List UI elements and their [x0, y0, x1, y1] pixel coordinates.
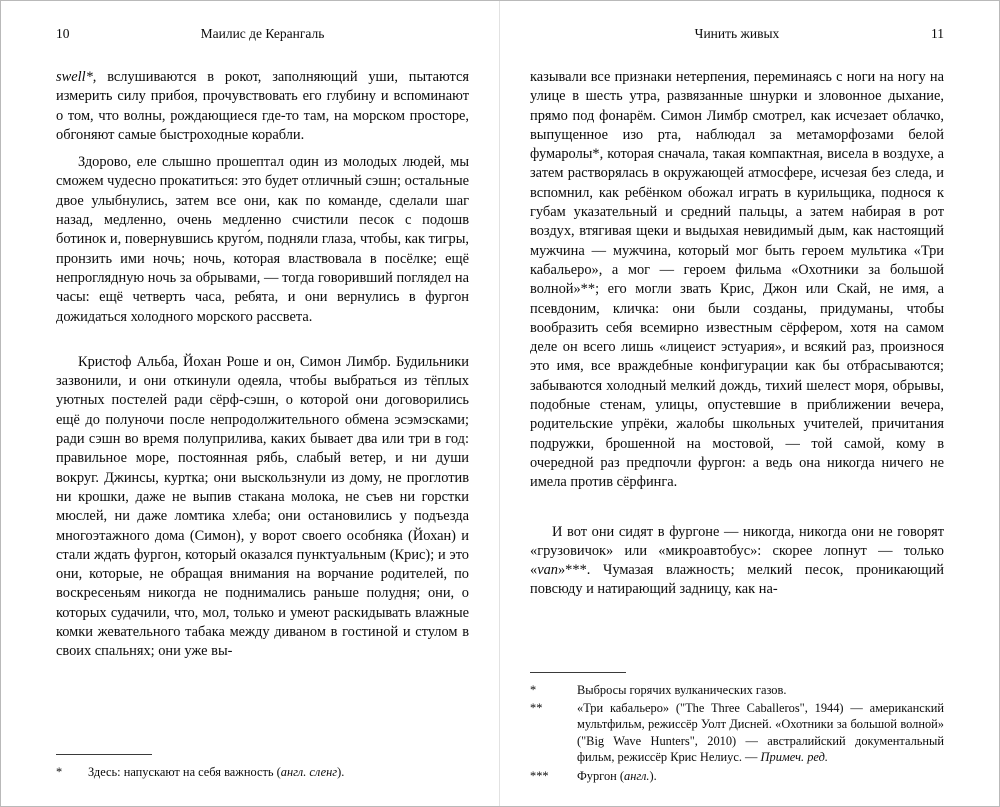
page-number-left: 10 — [56, 26, 70, 41]
page-header-right — [530, 25, 944, 43]
page-number-right: 11 — [931, 26, 944, 41]
page-header-left — [56, 25, 469, 43]
footnote — [530, 700, 944, 766]
footnote-text — [577, 682, 944, 698]
paragraph-text: »***. Чумазая влажность; мелкий песок, проникающий повсюду и натирающий задницу, как на- — [530, 562, 944, 598]
paragraph: казывали все признаки нетерпения, переминаясь с ноги на ногу на улице в шесть утра, развязанные шнурки и зловонное дыхание, прямо под фонарём. Симон Лимбр смотрел, как исчезает облачко, выпущенное изо рта, наблюдал за метаморфозами белой фумаролы*, которая сначала, такая компактная, висела в воздухе, а затем растворялась в окружающей атмосфере, исчезая без следа, и вспомнил, как ребёнком обожал играть в курильщика, поднося к губам указательный и средний пальцы, а затем набирая в рот воздух, втягивая щеки и выдыхая невидимый дым, как настоящий мужчина — мужчина, который мог быть героем мультика «Три кабальеро», а мог — героем фильма «Охотники за большой волной»**; его могли звать Крис, Джон или Скай, не имя, а псевдоним, кличка: они были созданы, придуманы, чтобы вообразить себя всемирно известным сёрфером, хотя на самом деле он всего лишь «лицеист эстуария», и всякий раз, произнося это имя, все враждебные конфигурации как бы отбрасываются; забываются холодный мелкий дождь, тихий шелест моря, обрывы, подобные стенам, улицы, опустевшие в приближении вечера, родительские упрёки, жалобы школьных учителей, причитания подружки, брошенной на мостовой, — той самой, кому в очередной раз предпочли фургон: а ведь она никогда ничего не имела против сёрфинга. — [530, 69, 944, 491]
footnote-text-italic: Примеч. ред. — [760, 750, 828, 765]
running-header-left: Маилис де Керангаль — [200, 26, 325, 41]
footnote-text-pre: Здесь: напускают на себя важность ( — [88, 764, 281, 779]
paragraph — [56, 68, 469, 145]
footnote-marker: * — [530, 682, 537, 697]
footnote-text-italic: англ. сленг — [280, 764, 338, 779]
footnote-text-pre: Выбросы горячих вулканических газов. — [577, 682, 787, 697]
footnote-marker: * — [56, 764, 63, 779]
footnote-marker: *** — [530, 768, 549, 783]
paragraph-text: И вот они сидят в фургоне — никогда, никогда они не говорят «грузовичок» или «микроавтобус»: скорее лопнут — только « — [530, 523, 944, 579]
footnote-text — [88, 764, 469, 780]
paragraph: Кристоф Альба, Йохан Роше и он, Симон Лимбр. Будильники зазвонили, и они откинули одеяла, чтобы выбраться из тёплых уютных постелей ради сёрф-сэшн, о которой они договорились ещё до полуночи после непродолжительного обмена эсэмэсками; ради сэшн во время полуприлива, каких бывает два или три в год: правильное море, постоянная рябь, слабый ветер, и ни души вокруг. Джинсы, куртка; они выскользнули из дому, не проглотив ни крошки, даже не выпив стакана молока, не съев ни горстки мюслей, ни даже ломтика хлеба; они остановились у подъезда многоэтажного дома (Симон), у ворот своего особняка (Йохан) и стали ждать фургон, который оказался пунктуальным (Крис); и это они, которые, не обращая внимания на ворчание родителей, по воскресеньям никогда не поднимались раньше полудня; они, о которых судачили, что, мол, только и умеют раскидывать влажные комки жевательного табака между диваном в гостиной и стулом в своих спальнях; они уже вы- — [56, 353, 469, 660]
paragraph: Здорово, еле слышно прошептал один из молодых людей, мы сможем чудесно прокатиться: это будет отличный сэшн; остальные двое улыбнулись, затем все они, как по команде, сделали шаг назад, медленно, очень медленно счистили песок с подошв ботинок и, повернувшись круго́м, подняли глаза, чтобы, как тигры, пронзить ими ночь; ночь, которая властвовала в посёлке; ещё непроглядную ночь за обрывами, — тогда говоривший поглядел на часы: ещё четверть часа, ребята, и они вернулись в фургон дожидаться холодного морского рассвета. — [56, 154, 469, 325]
paragraph — [530, 523, 944, 600]
page-left — [1, 1, 500, 806]
page-body-right — [530, 68, 944, 672]
running-header-right: Чинить живых — [694, 26, 780, 41]
page-right — [500, 1, 999, 806]
footnote-block-left — [56, 754, 469, 780]
footnote-text-post: ). — [649, 768, 657, 783]
footnote-text-post: ). — [337, 764, 345, 779]
footnote-text-italic: англ. — [624, 768, 650, 783]
footnote-separator — [530, 672, 626, 673]
footnote — [530, 768, 944, 784]
footnote-text — [577, 700, 944, 766]
footnote-marker: ** — [530, 700, 543, 715]
italic-term: van — [537, 562, 558, 579]
paragraph-text: вслушиваются в рокот, заполняющий уши, пытаются измерить силу прибоя, прочувствовать его глубину и вспоминают о том, что волны, рождающиеся где-то там, на морском просторе, обгоняют самые быстроходные корабли. — [56, 69, 469, 143]
footnote-text-pre: Фургон ( — [577, 768, 625, 783]
footnote-text-pre: «Три кабальеро» ("The Three Caballeros", 1944) — американский мультфильм, режиссёр Уолт Дисней. «Охотники за большой волной» ("Big Wave Hunters", 2010) — австралийский документальный фильм, режиссёр Крис Нелиус. — — [577, 700, 944, 765]
page-body-left — [56, 68, 469, 754]
footnote — [530, 682, 944, 698]
footnote — [56, 764, 469, 780]
footnote-block-right — [530, 672, 944, 784]
footnote-separator — [56, 754, 152, 755]
footnote-text — [577, 768, 944, 784]
italic-term: swell*, — [56, 69, 97, 85]
